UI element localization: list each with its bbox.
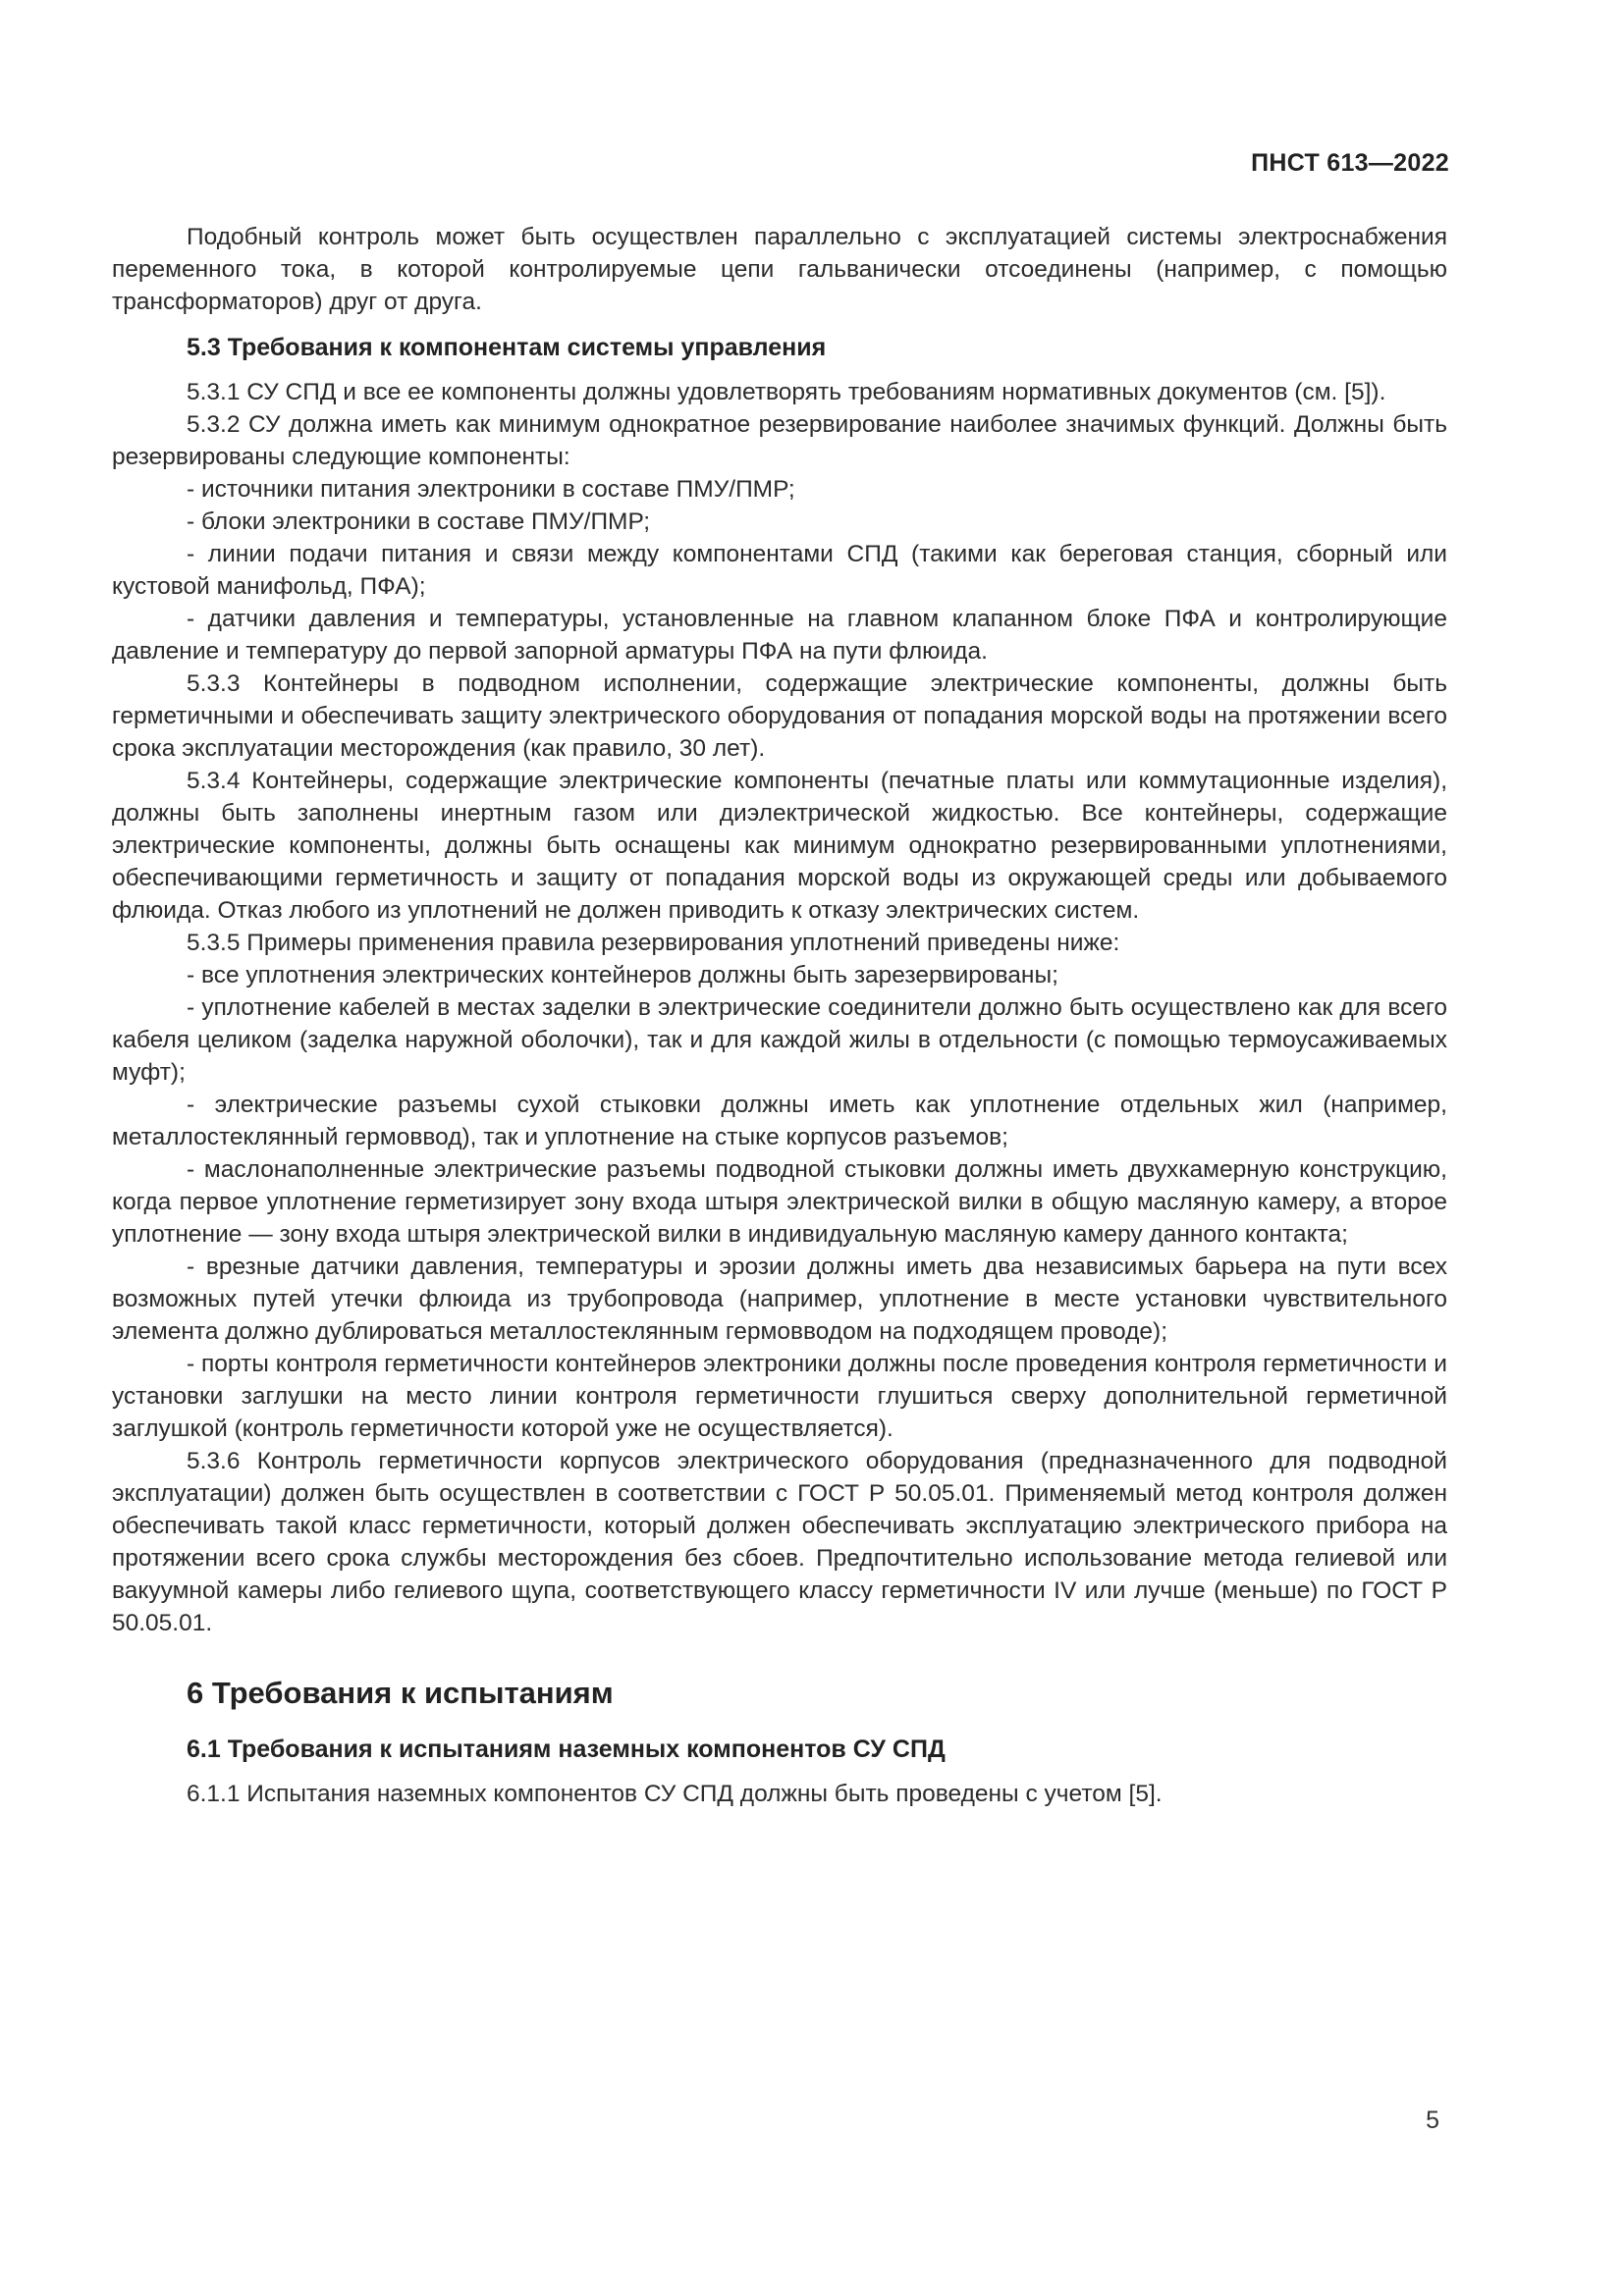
paragraph-5-3-6: 5.3.6 Контроль герметичности корпусов электрического оборудования (предназначенного для подводной эксплуатации) должен быть осуществлен в соответствии с ГОСТ Р 50.05.01. Применяемый метод контроля должен обеспечивать такой класс герметичности, который должен обеспечивать эксплуатацию электрического прибора на протяжении всего срока службы месторождения без сбоев. Предпочтительно использование метода гелиевой или вакуумной камеры либо гелиевого щупа, соответствующего классу герметичности IV или лучше (меньше) по ГОСТ Р 50.05.01. [112, 1448, 1447, 1636]
list-item: - блоки электроники в составе ПМУ/ПМР; [187, 508, 651, 535]
list-item: - датчики давления и температуры, установленные на главном клапанном блоке ПФА и контролирующие давление и температуру до первой запорной арматуры ПФА на пути флюида. [112, 606, 1447, 665]
list-item: - все уплотнения электрических контейнеров должны быть зарезервированы; [187, 962, 1058, 988]
paragraph-intro: Подобный контроль может быть осуществлен параллельно с эксплуатацией системы электроснабжения переменного тока, в которой контролируемые цепи гальванически отсоединены (например, с помощью трансформаторов) друг от друга. [112, 224, 1447, 315]
list-item: - порты контроля герметичности контейнеров электроники должны после проведения контроля герметичности и установки заглушки на место линии контроля герметичности глушиться сверху дополнительной герметичной заглушкой (контроль герметичности которой уже не осуществляется). [112, 1351, 1447, 1442]
section-heading-6: 6 Требования к испытаниям [187, 1676, 614, 1710]
section-heading-5-3: 5.3 Требования к компонентам системы управления [187, 334, 827, 361]
section-heading-6-1: 6.1 Требования к испытаниям наземных компонентов СУ СПД [187, 1735, 946, 1763]
paragraph-5-3-4: 5.3.4 Контейнеры, содержащие электрические компоненты (печатные платы или коммутационные изделия), должны быть заполнены инертным газом или диэлектрической жидкостью. Все контейнеры, содержащие электрические компоненты, должны быть оснащены как минимум однократно резервированными уплотнениями, обеспечивающими герметичность и защиту от попадания морской воды из окружающей среды или добываемого флюида. Отказ любого из уплотнений не должен приводить к отказу электрических систем. [112, 768, 1447, 924]
list-item: - линии подачи питания и связи между компонентами СПД (такими как береговая станция, сборный или кустовой манифольд, ПФА); [112, 541, 1447, 600]
list-item: - источники питания электроники в составе ПМУ/ПМР; [187, 476, 795, 503]
paragraph-5-3-5: 5.3.5 Примеры применения правила резервирования уплотнений приведены ниже: [187, 930, 1120, 956]
document-body [112, 221, 1447, 1810]
document-code-header: ПНСТ 613—2022 [1251, 149, 1449, 177]
paragraph-5-3-1: 5.3.1 СУ СПД и все ее компоненты должны удовлетворять требованиям нормативных документов (см. [5]). [187, 379, 1386, 405]
paragraph-5-3-3: 5.3.3 Контейнеры в подводном исполнении, содержащие электрические компоненты, должны быть герметичными и обеспечивать защиту электрического оборудования от попадания морской воды на протяжении всего срока эксплуатации месторождения (как правило, 30 лет). [112, 670, 1447, 762]
list-item: - врезные датчики давления, температуры и эрозии должны иметь два независимых барьера на пути всех возможных путей утечки флюида из трубопровода (например, уплотнение в месте установки чувствительного элемента должно дублироваться металлостеклянным гермовводом на подходящем проводе); [112, 1254, 1447, 1345]
list-item: - электрические разъемы сухой стыковки должны иметь как уплотнение отдельных жил (например, металлостеклянный гермоввод), так и уплотнение на стыке корпусов разъемов; [112, 1092, 1447, 1150]
paragraph-6-1-1: 6.1.1 Испытания наземных компонентов СУ СПД должны быть проведены с учетом [5]. [187, 1781, 1163, 1807]
paragraph-5-3-2: 5.3.2 СУ должна иметь как минимум однократное резервирование наиболее значимых функций. Должны быть резервированы следующие компоненты: [112, 411, 1447, 470]
list-item: - уплотнение кабелей в местах заделки в электрические соединители должно быть осуществлено как для всего кабеля целиком (заделка наружной оболочки), так и для каждой жилы в отдельности (с помощью термоусаживаемых муфт); [112, 994, 1447, 1086]
page-number: 5 [1426, 2107, 1439, 2134]
list-item: - маслонаполненные электрические разъемы подводной стыковки должны иметь двухкамерную конструкцию, когда первое уплотнение герметизирует зону входа штыря электрической вилки в общую масляную камеру, а второе уплотнение — зону входа штыря электрической вилки в индивидуальную масляную камеру данного контакта; [112, 1156, 1447, 1248]
